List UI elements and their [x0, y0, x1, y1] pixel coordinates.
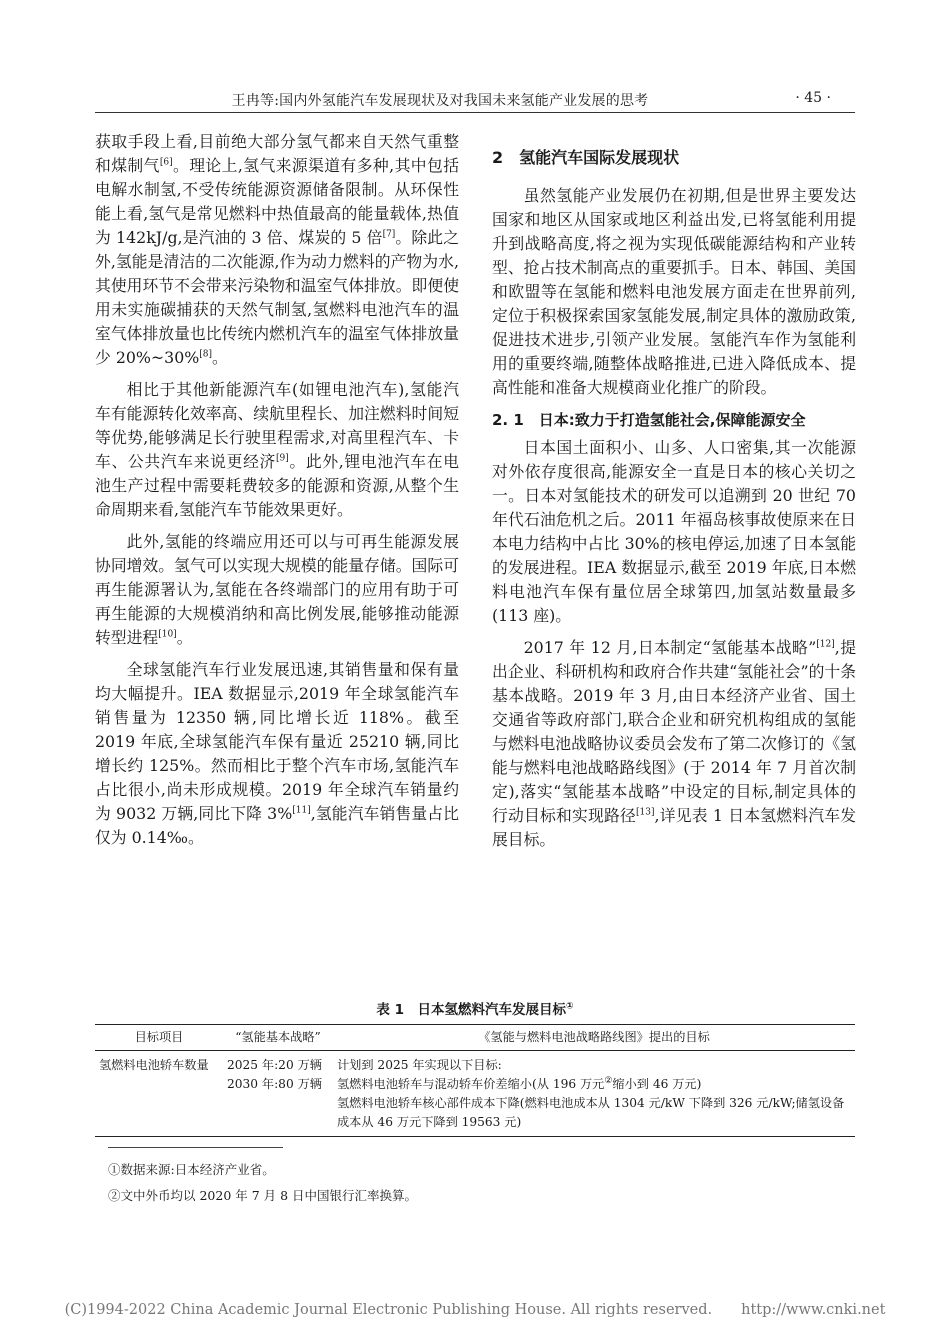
- goal-line: 计划到 2025 年实现以下目标:: [337, 1058, 502, 1072]
- strategy-target: 2030 年:80 万辆: [227, 1077, 322, 1091]
- table-caption: 表 1 日本氢燃料汽车发展目标①: [376, 1001, 574, 1018]
- paragraph: 此外,氢能的终端应用还可以与可再生能源发展协同增效。氢气可以实现大规模的能量存储。国际可再生能源署认为,氢能在各终端部门的应用有助于可再生能源的大规模消纳和高比例发展,能够推动能源转型进程[10]。: [95, 532, 459, 647]
- citation[interactable]: [11]: [292, 805, 311, 816]
- footnote-divider: [108, 1147, 283, 1148]
- column-header: 《氢能与燃料电池战略路线图》提出的目标: [333, 1025, 855, 1051]
- goals-table: [95, 1024, 855, 1137]
- table-cell: [333, 1051, 855, 1137]
- goal-line: 氢燃料电池轿车核心部件成本下降(燃料电池成本从 1304 元/kW 下降到 326 元/kW;储氢设备成本从 46 万元下降到 19563 元): [337, 1096, 845, 1129]
- table-row: [95, 1051, 855, 1137]
- paragraph: 获取手段上看,目前绝大部分氢气都来自天然气重整和煤制气[6]。理论上,氢气来源渠道有多种,其中包括电解水制氢,不受传统能源资源储备限制。从环保性能上看,氢气是常见燃料中热值最高的能量载体,热值为 142kJ/g,是汽油的 3 倍、煤炭的 5 倍[7]。除此之外,氢能是清洁的二次能源,作为动力燃料的产物为水,其使用环节不会带来污染物和温室气体排放。即便使用未实施碳捕获的天然气制氢,氢燃料电池汽车的温室气体排放量也比传统内燃机汽车的温室气体排放量少 20%~30%[8]。: [95, 132, 459, 367]
- page-number: · 45 ·: [795, 90, 831, 106]
- paragraph: 全球氢能汽车行业发展迅速,其销售量和保有量均大幅提升。IEA 数据显示,2019 年全球氢能汽车销售量为 12350 辆,同比增长近 118%。截至 2019 年底,全球氢能汽车保有量近 25210 辆,同比增长约 125%。然而相比于整个汽车市场,氢能汽车占比很小,尚未形成规模。2019 年全球汽车销量约为 9032 万辆,同比下降 3%[11],氢能汽车销售量占比仅为 0.14‰。: [95, 660, 459, 847]
- column-header: 目标项目: [95, 1025, 223, 1051]
- table-cell: 氢燃料电池轿车数量: [95, 1051, 223, 1137]
- strategy-target: 2025 年:20 万辆: [227, 1058, 322, 1072]
- table-cell: [223, 1051, 333, 1137]
- footnote: ②文中外币均以 2020 年 7 月 8 日中国银行汇率换算。: [108, 1188, 418, 1203]
- footnote: ①数据来源:日本经济产业省。: [108, 1162, 275, 1177]
- citation[interactable]: [6]: [159, 157, 173, 168]
- citation[interactable]: [10]: [158, 629, 177, 640]
- header-title: 王冉等:国内外氢能汽车发展现状及对我国未来氢能产业发展的思考: [231, 93, 649, 109]
- copyright-notice: (C)1994-2022 China Academic Journal Electronic Publishing House. All rights reserved. http://www.cnki.net: [64, 1302, 886, 1318]
- right-column: [492, 130, 856, 860]
- footnote-mark: ②: [604, 1075, 613, 1086]
- paragraph: 日本国土面积小、山多、人口密集,其一次能源对外依存度很高,能源安全一直是日本的核心关切之一。日本对氢能技术的研发可以追溯到 20 世纪 70 年代石油危机之后。2011 年福岛核事故使原来在日本电力结构中占比 30%的核电停运,加速了日本氢能的发展进程。IEA 数据显示,截至 2019 年底,日本燃料电池汽车保有量位居全球第四,加氢站数量最多(113 座)。: [492, 438, 856, 625]
- caption-footnote-mark: ①: [565, 1001, 574, 1012]
- paragraph: 相比于其他新能源汽车(如锂电池汽车),氢能汽车有能源转化效率高、续航里程长、加注燃料时间短等优势,能够满足长行驶里程需求,对高里程汽车、卡车、公共汽车来说更经济[9]。此外,锂电池汽车在电池生产过程中需要耗费较多的能源和资源,从整个生命周期来看,氢能汽车节能效果更好。: [95, 380, 459, 519]
- citation[interactable]: [7]: [382, 229, 396, 240]
- left-column: [95, 130, 459, 858]
- section-heading: 2 氢能汽车国际发展现状: [492, 148, 680, 167]
- citation[interactable]: [9]: [276, 453, 289, 464]
- subsection-heading: 2. 1 日本:致力于打造氢能社会,保障能源安全: [492, 411, 806, 429]
- paragraph: 虽然氢能产业发展仍在初期,但是世界主要发达国家和地区从国家或地区利益出发,已将氢能利用提升到战略高度,将之视为实现低碳能源结构和产业转型、抢占技术制高点的重要抓手。日本、韩国、美国和欧盟等在氢能和燃料电池发展方面走在世界前列,定位于积极探索国家氢能发展,制定具体的激励政策,促进技术进步,引领产业发展。氢能汽车作为氢能利用的重要终端,随整体战略推进,已进入降低成本、提高性能和准备大规模商业化推广的阶段。: [492, 186, 856, 397]
- goal-line: 氢燃料电池轿车与混动轿车价差缩小(从 196 万元②缩小到 46 万元): [337, 1075, 702, 1091]
- citation[interactable]: [13]: [636, 807, 655, 818]
- citation[interactable]: [8]: [199, 349, 213, 360]
- paragraph: 2017 年 12 月,日本制定“氢能基本战略”[12],提出企业、科研机构和政府合作共建“氢能社会”的十条基本战略。2019 年 3 月,由日本经济产业省、国土交通省等政府部门,联合企业和研究机构组成的氢能与燃料电池战略协议委员会发布了第二次修订的《氢能与燃料电池战略路线图》(于 2014 年 7 月首次制定),落实“氢能基本战略”中设定的目标,制定具体的行动目标和实现路径[13],详见表 1 日本氢燃料汽车发展目标。: [492, 638, 856, 849]
- table-1: [95, 998, 855, 1137]
- column-header: “氢能基本战略”: [223, 1025, 333, 1051]
- table-header-row: [95, 1025, 855, 1051]
- running-header: [95, 88, 855, 113]
- citation[interactable]: [12]: [816, 639, 835, 650]
